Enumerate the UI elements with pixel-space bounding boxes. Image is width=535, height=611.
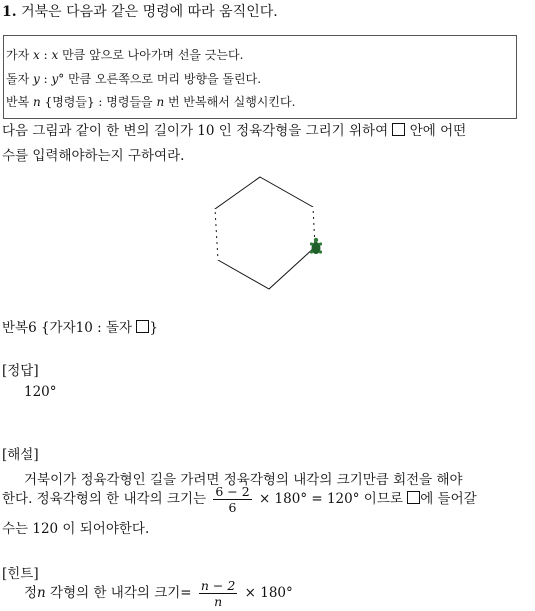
explanation-line-2a: 한다. 정육각형의 한 내각의 크기는: [2, 491, 207, 507]
rule-turn-deg: °: [58, 72, 65, 86]
hint-suffix: × 180°: [244, 585, 293, 601]
rule-forward-var: x: [33, 48, 40, 62]
command-line: [2, 316, 158, 336]
hint-frac-den: n: [214, 594, 223, 609]
rule-forward-text: 만큼 앞으로 나아가며 선을 긋는다.: [58, 48, 244, 62]
explanation-frac-den: 6: [228, 500, 237, 515]
rule-repeat-var2: n: [156, 95, 165, 109]
hint-frac-num: n − 2: [200, 578, 236, 593]
command-prefix: 반복6 {가자10 : 돌자: [2, 320, 137, 336]
answer-value: 120°: [24, 384, 57, 400]
answer-label: [정답]: [2, 363, 39, 379]
explanation-line-2: [2, 484, 477, 515]
turtle-icon: [310, 238, 322, 254]
rule-repeat-mid: {명령들} : 명령들을: [40, 95, 157, 109]
rule-turn: [6, 70, 261, 87]
hint-mid: 각형의 한 내각의 크기=: [45, 585, 192, 601]
rule-forward-var2: x: [51, 48, 59, 62]
question-number: 1.: [2, 4, 17, 20]
question-title: [2, 1, 278, 21]
explanation-line-3: 수는 120 이 되어야한다.: [2, 521, 150, 537]
hint-var: n: [37, 585, 46, 601]
problem-line-1b: 안에 어떤: [405, 123, 467, 139]
rule-forward: [6, 46, 243, 63]
rule-repeat-var: n: [33, 95, 41, 109]
hexagon-path: [215, 177, 315, 289]
explanation-frac-num: 6 − 2: [215, 484, 250, 499]
explanation-line-2b: × 180° = 120° 이므로: [258, 491, 403, 507]
explanation-line-2c: 에 들어갈: [420, 491, 477, 507]
command-suffix: }: [149, 320, 158, 336]
question-text: 거북은 다음과 같은 명령에 따라 움직인다.: [21, 4, 278, 20]
rule-repeat-text: 번 반복해서 실행시킨다.: [164, 95, 296, 109]
rule-turn-var: y: [33, 72, 40, 86]
rule-repeat-cmd: 반복: [6, 95, 30, 109]
explanation-blank-box-icon: [407, 491, 420, 504]
explanation-label: [해설]: [2, 447, 39, 463]
command-blank-box-icon: [136, 320, 149, 333]
rule-forward-colon: :: [39, 48, 52, 62]
rule-turn-text: 만큼 오른쪽으로 머리 방향을 돌린다.: [64, 72, 262, 86]
problem-line-1a: 다음 그림과 같이 한 변의 길이가 10 인 정육각형을 그리기 위하여: [2, 123, 393, 139]
hint-prefix: 정: [24, 585, 38, 601]
explanation-fraction: [213, 484, 251, 515]
rule-turn-colon: :: [39, 72, 52, 86]
hint-line: [24, 578, 293, 609]
hint-fraction: [199, 578, 237, 609]
blank-box-icon: [392, 123, 405, 136]
explanation-line-1: 거북이가 정육각형인 길을 가려면 정육각형의 내각의 크기만큼 회전을 해야: [24, 472, 463, 488]
hint-label: [힌트]: [2, 566, 39, 582]
problem-line-1: [2, 119, 466, 139]
problem-line-2: 수를 입력해야하는지 구하여라.: [2, 148, 185, 164]
hexagon-dash-left: [215, 209, 218, 260]
rule-repeat: [6, 93, 295, 110]
rule-forward-cmd: 가자: [6, 48, 30, 62]
rule-turn-var2: y: [51, 72, 59, 86]
rule-turn-cmd: 돌자: [6, 72, 30, 86]
hexagon-figure: [205, 170, 330, 295]
